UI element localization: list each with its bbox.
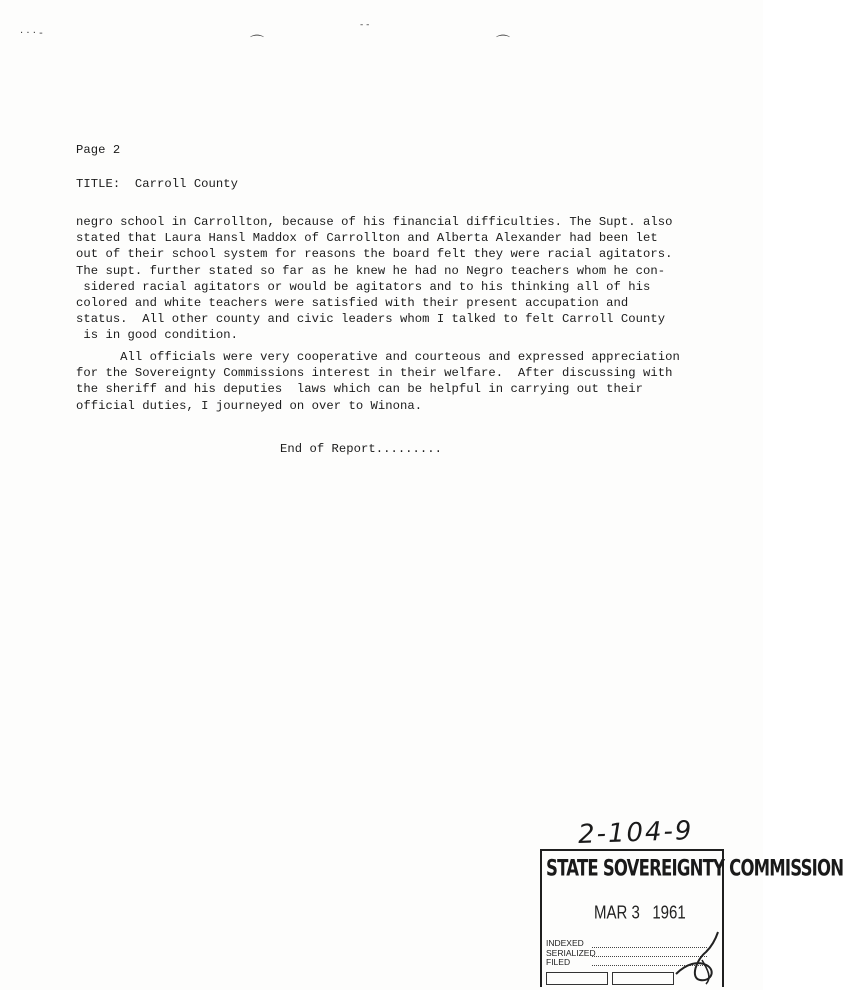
paragraph-line: sidered racial agitators or would be agitators and to his thinking all of his <box>76 279 651 294</box>
paragraph-line: stated that Laura Hansl Maddox of Carrollton and Alberta Alexander had been let <box>76 231 658 246</box>
paragraph-line: status. All other county and civic leaders whom I talked to felt Carroll County <box>76 312 666 327</box>
scan-mark: ⌒ <box>496 35 510 51</box>
paragraph-line: for the Sovereignty Commissions interest in their welfare. After discussing with <box>76 366 673 381</box>
scan-mark: ⌒ <box>250 35 264 51</box>
paragraph-line: colored and white teachers were satisfied with their present accupation and <box>76 295 629 310</box>
stamp-file-box <box>546 972 608 985</box>
stamp-file-box <box>612 972 674 985</box>
page-number: Page 2 <box>76 143 121 157</box>
handwritten-initials-icon <box>672 930 722 986</box>
scan-mark: - - <box>360 20 370 30</box>
stamp-date: MAR 3 1961 <box>594 903 686 924</box>
end-of-report: End of Report......... <box>280 442 443 456</box>
stamp-field-filed: FILED <box>546 957 571 967</box>
scan-mark: · · · - <box>20 28 43 39</box>
paragraph-line: official duties, I journeyed on over to Winona. <box>76 398 423 413</box>
report-paragraph-1 <box>76 214 716 344</box>
file-number-handwritten: 2-104-9 <box>577 815 694 851</box>
stamp-field-serialized: SERIALIZED <box>546 947 596 958</box>
stamp-field-indexed: INDEXED <box>546 938 584 948</box>
paragraph-line: the sheriff and his deputies laws which can be helpful in carrying out their <box>76 382 644 397</box>
paragraph-line: is in good condition. <box>76 328 239 343</box>
paragraph-line: The supt. further stated so far as he knew he had no Negro teachers whom he con- <box>76 263 666 278</box>
paragraph-line: All officials were very cooperative and courteous and expressed appreciation <box>76 350 680 364</box>
paragraph-line: negro school in Carrollton, because of his financial difficulties. The Supt. also <box>76 215 673 229</box>
report-paragraph-2 <box>76 349 716 414</box>
document-title: TITLE: Carroll County <box>76 177 239 191</box>
stamp-agency: STATE SOVEREIGNTY COMMISSION <box>546 855 843 881</box>
paragraph-line: out of their school system for reasons the board felt they were racial agitators. <box>76 247 673 262</box>
